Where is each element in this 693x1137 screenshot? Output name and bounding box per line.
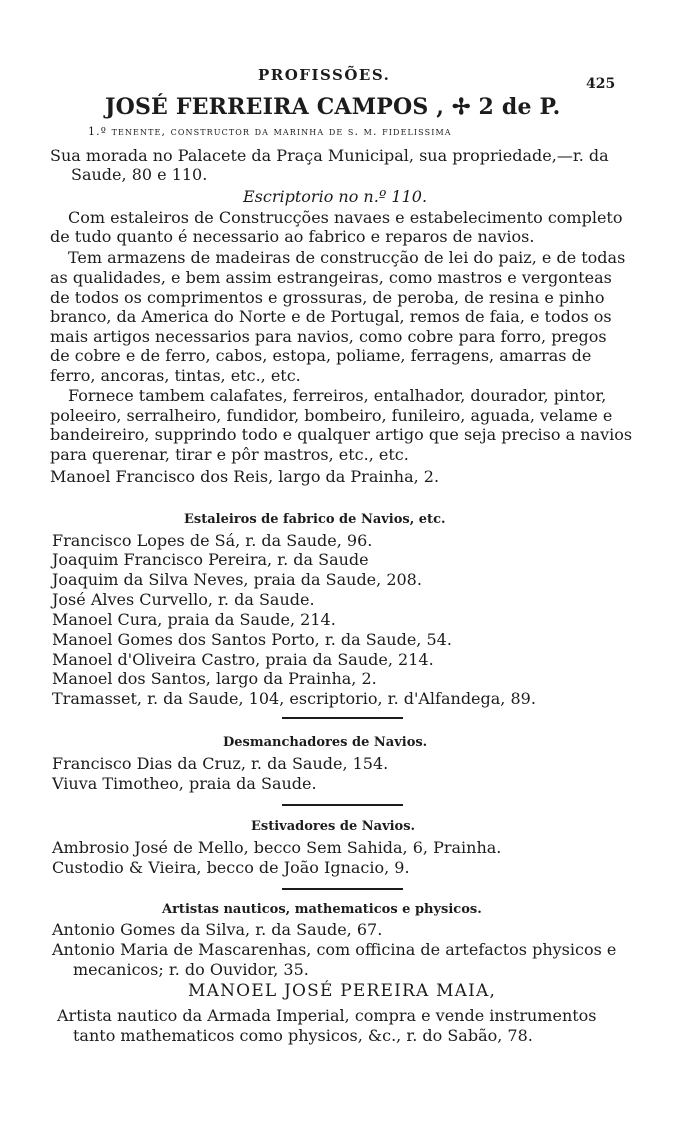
featured-line: Tem armazens de madeiras de construcção de lei do paiz, e de todas — [68, 248, 626, 267]
section-divider — [282, 804, 403, 806]
list-item: Antonio Maria de Mascarenhas, com officina de artefactos physicos e — [52, 940, 617, 959]
list-item: Antonio Gomes da Silva, r. da Saude, 67. — [52, 920, 383, 939]
featured-line: Com estaleiros de Construcções navaes e estabelecimento completo — [68, 208, 623, 227]
list-item: Viuva Timotheo, praia da Saude. — [52, 774, 317, 793]
featured-line: ferro, ancoras, tintas, etc., etc. — [50, 366, 301, 385]
featured-line: de todos os comprimentos e grossuras, de peroba, de resina e pinho — [50, 288, 605, 307]
section-title: Artistas nauticos, mathematicos e physicos. — [162, 902, 482, 917]
featured-name: JOSÉ FERREIRA CAMPOS , ✢ 2 de P. — [105, 94, 561, 120]
list-item: tanto mathematicos como physicos, &c., r. do Sabão, 78. — [73, 1026, 533, 1045]
list-item: mecanicos; r. do Ouvidor, 35. — [73, 960, 309, 979]
featured-line: de tudo quanto é necessario ao fabrico e reparos de navios. — [50, 227, 535, 246]
page-header-section: PROFISSÕES. — [258, 66, 391, 84]
list-item: Artista nautico da Armada Imperial, compra e vende instrumentos — [57, 1006, 597, 1025]
section-divider — [282, 717, 403, 719]
featured-line: bandeireiro, supprindo todo e qualquer artigo que seja preciso a navios — [50, 425, 633, 444]
featured-rank: 1.º tenente, constructor da marinha de s. m. fidelissima — [88, 125, 452, 138]
featured-line: Escriptorio no n.º 110. — [243, 187, 428, 206]
list-item: Ambrosio José de Mello, becco Sem Sahida, 6, Prainha. — [52, 838, 502, 857]
list-item: Manoel d'Oliveira Castro, praia da Saude, 214. — [52, 650, 434, 669]
featured-line: as qualidades, e bem assim estrangeiras, como mastros e vergonteas — [50, 268, 612, 287]
list-item: José Alves Curvello, r. da Saude. — [52, 590, 315, 609]
list-item: Joaquim da Silva Neves, praia da Saude, 208. — [52, 570, 422, 589]
list-item: Francisco Lopes de Sá, r. da Saude, 96. — [52, 531, 373, 550]
list-item: Joaquim Francisco Pereira, r. da Saude — [52, 550, 369, 569]
featured-line: Sua morada no Palacete da Praça Municipal, sua propriedade,—r. da — [50, 146, 609, 165]
list-item: Francisco Dias da Cruz, r. da Saude, 154. — [52, 754, 389, 773]
featured-line: para querenar, tirar e pôr mastros, etc., etc. — [50, 445, 409, 464]
section-title: Desmanchadores de Navios. — [223, 735, 428, 750]
list-item: Manoel Cura, praia da Saude, 214. — [52, 610, 336, 629]
featured-name-secondary: MANOEL JOSÉ PEREIRA MAIA, — [188, 981, 497, 1001]
section-divider — [282, 888, 403, 890]
featured-line: branco, da America do Norte e de Portugal, remos de faia, e todos os — [50, 307, 612, 326]
section-title: Estaleiros de fabrico de Navios, etc. — [184, 512, 446, 527]
featured-line: mais artigos necessarios para navios, como cobre para forro, pregos — [50, 327, 607, 346]
list-item: Custodio & Vieira, becco de João Ignacio, 9. — [52, 858, 410, 877]
section-title: Estivadores de Navios. — [251, 819, 416, 834]
list-item: Manoel Gomes dos Santos Porto, r. da Saude, 54. — [52, 630, 452, 649]
list-item: Tramasset, r. da Saude, 104, escriptorio, r. d'Alfandega, 89. — [52, 689, 536, 708]
featured-line: de cobre e de ferro, cabos, estopa, poliame, ferragens, amarras de — [50, 346, 592, 365]
featured-line: Saude, 80 e 110. — [71, 165, 208, 184]
featured-line: Fornece tambem calafates, ferreiros, entalhador, dourador, pintor, — [68, 386, 607, 405]
featured-line: poleeiro, serralheiro, fundidor, bombeiro, funileiro, aguada, velame e — [50, 406, 613, 425]
featured-line: Manoel Francisco dos Reis, largo da Prainha, 2. — [50, 467, 440, 486]
list-item: Manoel dos Santos, largo da Prainha, 2. — [52, 669, 377, 688]
page-number: 425 — [586, 76, 616, 92]
